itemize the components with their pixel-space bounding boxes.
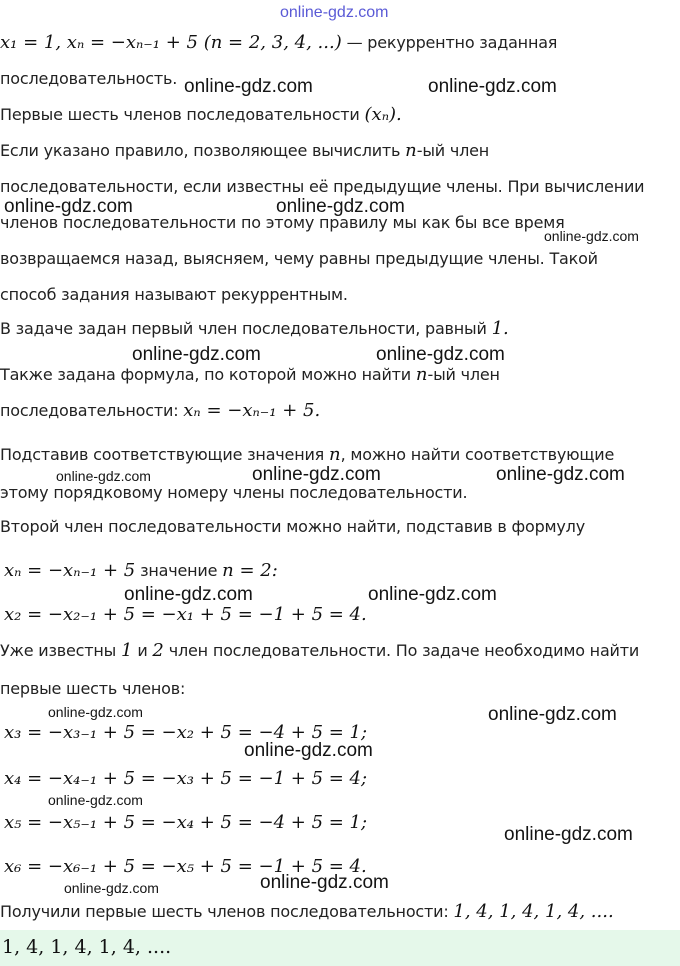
line-4 — [0, 136, 680, 166]
formula-text-a: Также задана формула, по которой можно найти — [0, 365, 416, 384]
rule-text-a: Если указано правило, позволяющее вычислить — [0, 141, 406, 160]
line-8: способ задания называют рекуррентным. — [0, 285, 348, 304]
n-equals-two: n = 2: — [222, 560, 278, 581]
first-term-text: В задаче задан первый член последовательности, равный — [0, 319, 492, 338]
sequence-symbol: (xₙ). — [364, 104, 402, 125]
watermark: online-gdz.com — [376, 344, 505, 365]
formula-expression: xₙ = −xₙ₋₁ + 5 — [4, 560, 136, 581]
watermark: online-gdz.com — [368, 584, 497, 605]
recurrence-formula: x₁ = 1, xₙ = −xₙ₋₁ + 5 (n = 2, 3, 4, ...) — [0, 32, 342, 53]
watermark: online-gdz.com — [504, 824, 633, 845]
result-text: Получили первые шесть членов последовательности: — [0, 902, 454, 921]
line-6: членов последовательности по этому правилу мы как бы все время — [0, 213, 565, 232]
rule-text-b: -ый член — [416, 141, 490, 160]
watermark: online-gdz.com — [244, 740, 373, 761]
value-text: значение — [135, 561, 223, 580]
result-sequence: 1, 4, 1, 4, 1, 4, .... — [453, 901, 614, 922]
watermark: online-gdz.com — [48, 792, 143, 808]
watermark: online-gdz.com — [64, 880, 159, 896]
known-text-b: и — [132, 641, 153, 660]
answer-sequence: 1, 4, 1, 4, 1, 4, .... — [2, 936, 172, 958]
n-symbol: n — [405, 140, 417, 161]
line-10 — [0, 360, 680, 390]
line-11 — [0, 396, 680, 426]
first-six-text: Первые шесть членов последовательности — [0, 105, 365, 124]
watermark: online-gdz.com — [260, 872, 389, 893]
substitute-text-b: , можно найти соответствующие — [340, 445, 615, 464]
watermark: online-gdz.com — [488, 704, 617, 725]
known-two: 2 — [152, 640, 164, 661]
line-15 — [4, 556, 680, 586]
first-term-value: 1. — [491, 318, 509, 339]
line-7: возвращаемся назад, выясняем, чему равны предыдущие члены. Такой — [0, 249, 598, 268]
line-18: первые шесть членов: — [0, 679, 186, 698]
line-9 — [0, 314, 680, 344]
line-13: этому порядковому номеру члены последовательности. — [0, 483, 468, 502]
x3-calculation: x₃ = −x₃₋₁ + 5 = −x₂ + 5 = −4 + 5 = 1; — [4, 722, 368, 743]
watermark: online-gdz.com — [4, 196, 133, 217]
known-one: 1 — [120, 640, 133, 661]
watermark: online-gdz.com — [428, 76, 557, 97]
line-3 — [0, 100, 680, 130]
line-14: Второй член последовательности можно найти, подставив в формулу — [0, 517, 585, 536]
line-17 — [0, 636, 680, 666]
n-symbol: n — [415, 364, 428, 385]
watermark: online-gdz.com — [132, 344, 261, 365]
x4-line — [4, 764, 680, 794]
watermark: online-gdz.com — [276, 196, 405, 217]
recurrence-text: — рекуррентно заданная — [341, 33, 558, 52]
formula-label: последовательности: — [0, 401, 184, 420]
watermark: online-gdz.com — [56, 468, 151, 484]
watermark-top: online-gdz.com — [280, 4, 389, 21]
n-symbol: n — [328, 444, 341, 465]
watermark: online-gdz.com — [252, 464, 381, 485]
watermark: online-gdz.com — [544, 228, 639, 244]
x2-calculation: x₂ = −x₂₋₁ + 5 = −x₁ + 5 = −1 + 5 = 4. — [4, 604, 367, 625]
line-5: последовательности, если известны её предыдущие члены. При вычислении — [0, 177, 645, 196]
x6-calculation: x₆ = −x₆₋₁ + 5 = −x₅ + 5 = −1 + 5 = 4. — [4, 856, 367, 877]
watermark: online-gdz.com — [496, 464, 625, 485]
line-1 — [0, 28, 680, 58]
known-text-c: член последовательности. По задаче необходимо найти — [163, 641, 640, 660]
watermark: online-gdz.com — [48, 704, 143, 720]
watermark: online-gdz.com — [184, 76, 313, 97]
line-2: последовательность. — [0, 69, 178, 88]
line-16 — [4, 600, 680, 630]
x5-calculation: x₅ = −x₅₋₁ + 5 = −x₄ + 5 = −4 + 5 = 1; — [4, 812, 368, 833]
known-text-a: Уже известны — [0, 641, 121, 660]
x4-calculation: x₄ = −x₄₋₁ + 5 = −x₃ + 5 = −1 + 5 = 4; — [4, 768, 368, 789]
formula-text-b: -ый член — [427, 365, 500, 384]
formula-expression: xₙ = −xₙ₋₁ + 5. — [183, 400, 321, 421]
line-result — [0, 897, 680, 927]
answer-box — [0, 930, 680, 966]
watermark: online-gdz.com — [124, 584, 253, 605]
substitute-text-a: Подставив соответствующие значения — [0, 445, 329, 464]
